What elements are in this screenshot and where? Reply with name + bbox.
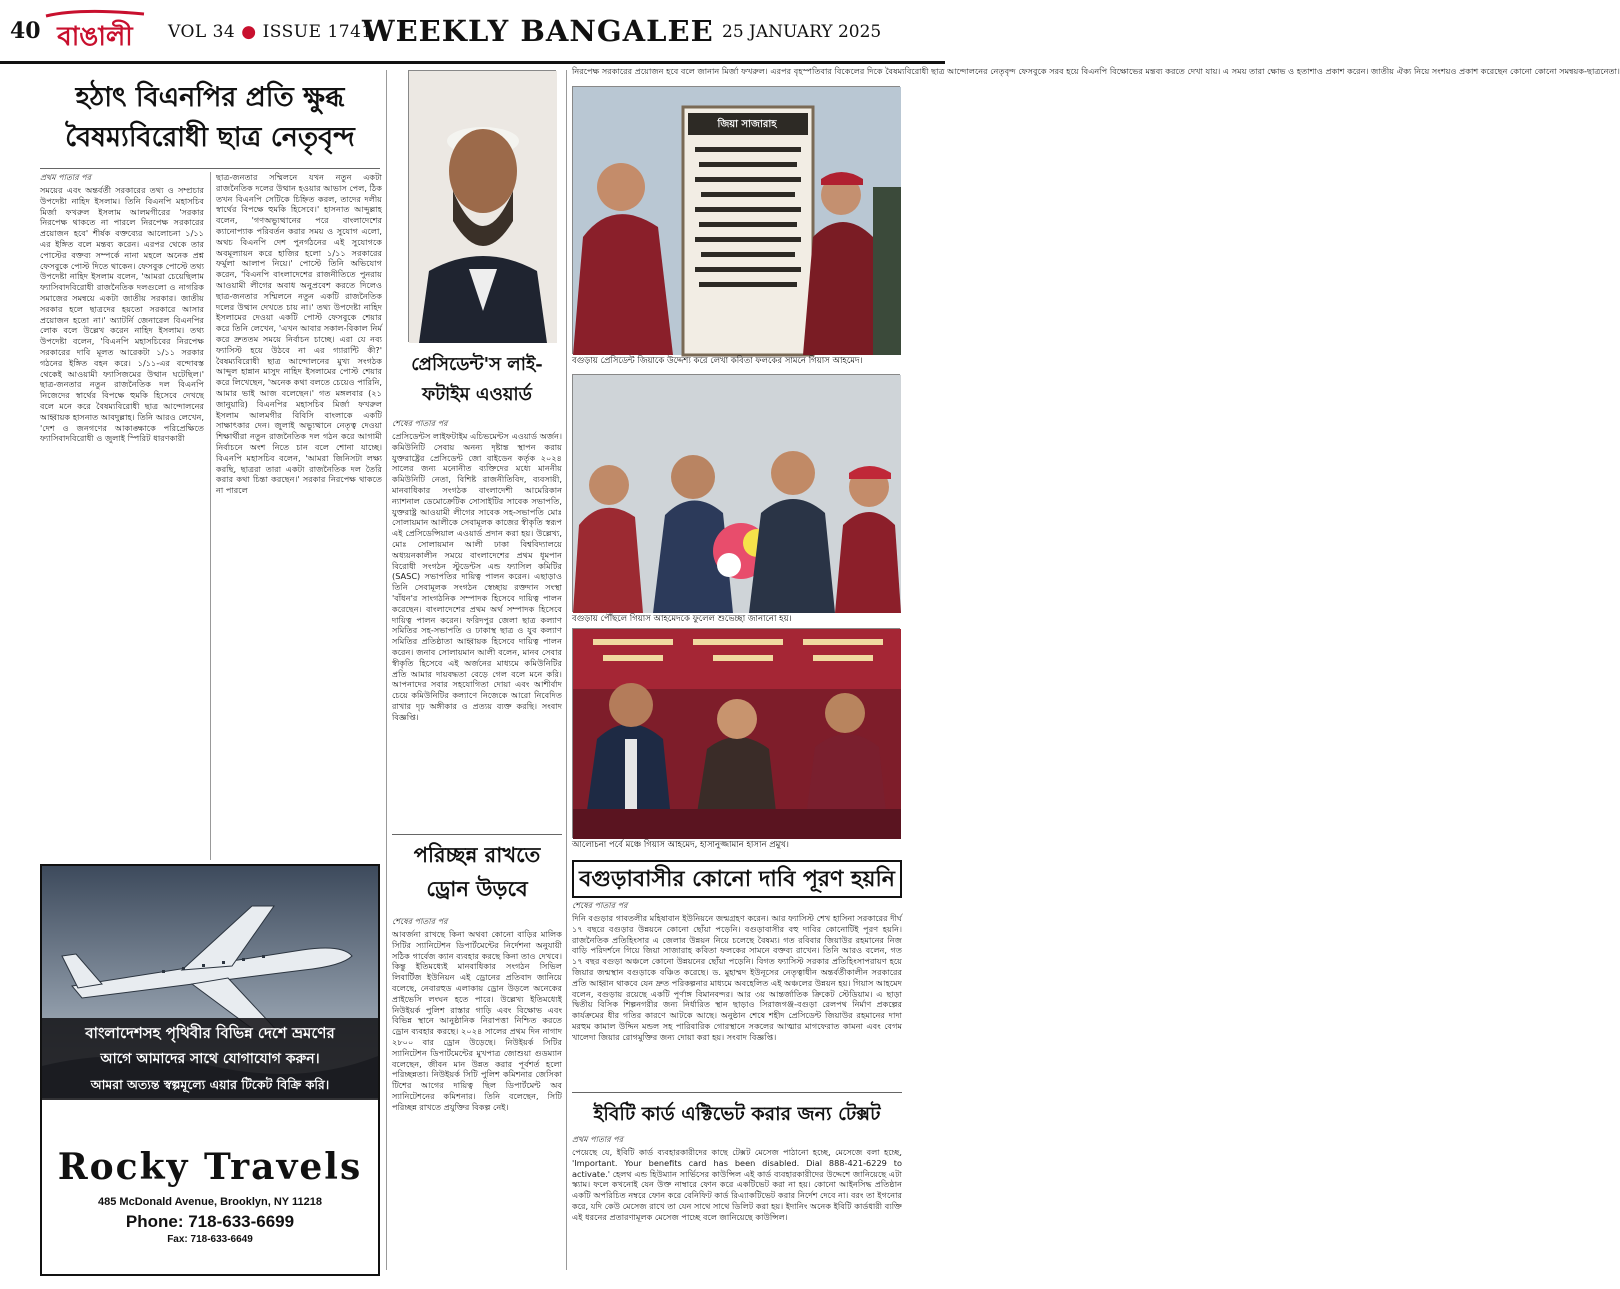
svg-text:বাঙালী: বাঙালী xyxy=(57,22,133,52)
kicker: শেষের পাতার পর xyxy=(572,901,628,910)
photo-plaque xyxy=(572,86,900,354)
ad-fax: Fax: 718-633-6649 xyxy=(167,1234,253,1245)
divider xyxy=(572,1092,902,1093)
ebt-headline: ইবিটি কার্ড এক্টিভেট করার জন্য টেক্সট xyxy=(593,1103,881,1125)
travel-advertisement[interactable] xyxy=(40,864,380,1276)
drone-headline xyxy=(392,838,562,916)
masthead-title: WEEKLY BANGALEE xyxy=(362,14,714,48)
ad-phone[interactable]: Phone: 718-633-6699 xyxy=(125,1212,295,1231)
award-article-text: প্রেসিডেন্টস লাইফটাইম এচিভমেন্টস এওয়ার্ড অর্জন। কমিউনিটি সেবায় অনন্য দৃষ্টান্ত স্থাপন করায় যুক্তরাষ্ট্রের প্রেসিডেন্ট জো বাইডেন কর্তৃক ২০২৪ সালের জন্য মনোনীত ব্যক্তিদের মধ্যে মাননীয় কমিউনিটি নেতা, বিশিষ্ট রাজনীতিবিদ, ব্যবসায়ী, মানবাধিকার সংগঠক বাংলাদেশী আমেরিকান ন্যাশনাল ডেমোক্রেটিক সোসাইটির সাবেক সভাপতি, যুক্তরাষ্ট্র আওয়ামী লীগের সাবেক সহ-সভাপতি মোঃ সোলায়মান আলীকে সেবামূলক কাজের স্বীকৃতি স্বরূপ এই প্রেসিডেন্সিয়াল এওয়ার্ড প্রদান করা হয়। উল্লেখ্য, মোঃ সোলায়মান আলী ঢাকা বিশ্ববিদ্যালয়ে অধ্যয়নকালীন সময়ে বাংলাদেশের প্রথম ধূমপান বিরোধী সংগঠন স্টুডেন্টস এন্ড ফ্যাসিল কমিটির (SASC) সভাপতির দায়িত্ব পালন করেন। এছাড়াও তিনি সেবামূলক সংগঠন স্বেচ্ছায় রক্তদান সংস্থা 'বাঁধন'র সাংগঠনিক সম্পাদক হিসেবে দায়িত্ব পালন করেছেন। বাংলাদেশের প্রথম অর্থ সম্পাদক হিসেবে দায়িত্ব পালন করেন। ফরিদপুর জেলা ছাত্র কল্যাণ সমিতির সহ-সভাপতি ও ঢাকাস্থ ছাত্র ও যুব কল্যাণ সমিতির প্রতিষ্ঠাতা আহ্বায়ক হিসেবে দায়িত্ব পালন করেন। জনাব সোলায়মান আলী বলেন, মানব সেবার স্বীকৃতি হিসেবে এই অর্জনের মাধ্যমে কমিউনিটির প্রতি আমার দায়বদ্ধতা বেড়ে গেল বলে মনে করি। আপনাদের সবার সহযোগিতা দোয়া এবং আশীর্বাদ চেয়ে কমিউনিটির কল্যাণে নিজেকে আরো নিবেদিত রাখার দৃঢ় অঙ্গীকার ও প্রত্যয় ব্যক্ত করছি। সংবাদ বিজ্ঞপ্তি। xyxy=(392,431,562,722)
bogura-article xyxy=(572,900,902,1086)
left-article-col2: ছাত্র-জনতার সম্মিলনে যখন নতুন একটা রাজনৈতিক দলের উত্থান হওয়ার আভাস পেল, ঠিক তখন বিএনপি সেটিকে চিহ্নিত করল, তাদের দলীয় স্বার্থের বিপক্ষে হুমকি হিসেবে।' হাসনাত আব্দুল্লাহ বলেন, 'গণঅভ্যুত্থানের পরে বাংলাদেশের ক্যানোপ্যাক পরিবর্তন করার সময় ও সুযোগ এলো, অথচ বিএনপি দেশ পুনর্গঠনের এই সুযোগকে অবমূল্যায়ন করে হাজির হলো ১/১১ সরকারের ফর্মুলা আলাপ নিয়ে।' পোস্টে তিনি অভিযোগ করেন, 'বিএনপি বাংলাদেশের রাজনীতিতে পুনরায় আওয়ামী লীগের অবাধ অনুপ্রবেশ করতে দিলেও ছাত্র-জনতার সম্মিলনে নতুন একটি রাজনৈতিক দলের উত্থান দেখতে চায় না।' তথ্য উপদেষ্টা নাহিদ ইসলামের দেওয়া একটি পোস্ট ফেসবুকে শেয়ার করে তিনি লেখেন, 'এখন আবার সকাল-বিকাল নির্ম করে দ্রুততম সময়ে নির্বাচন চাচ্ছে। এরা যে নব্য ফ্যাসিস্ট হয়ে উঠবে না এর গ্যারান্টি কী?' বৈষম্যবিরোধী ছাত্র আন্দোলনের মুখ্য সংগঠক আব্দুল হান্নান মাসুদ নাহিদ ইসলামের পোস্ট শেয়ার করে লিখেছেন, 'অনেক কথা বলতে চেয়েও পারিনি, আমার ভাই আজ বলেছেন।' গত মঙ্গলবার (২১ জানুয়ারি) বিএনপির মহাসচিব মির্জা ফখরুল ইসলাম আলমগীর বিবিসি বাংলাকে একটি সাক্ষাৎকার দেন। জুলাই অভ্যুত্থানে নেতৃত্ব দেওয়া শিক্ষার্থীরা নতুন রাজনৈতিক দল গঠন করে আগামী নির্বাচনে অংশ নিতে চান বলে শোনা যাচ্ছে। বিএনপি মহাসচিব বলেন, 'আমরা জিনিসটা লক্ষ্য করছি, ছাত্ররা তারা একটা রাজনৈতিক দল তৈরি করার কথা চিন্তা করছেন।' সরকার নিরপেক্ষ থাকতে না পারলে xyxy=(216,172,382,496)
issue-date: 25 JANUARY 2025 xyxy=(722,22,882,42)
photo-greeting xyxy=(572,374,900,612)
left-article-col1 xyxy=(40,172,204,860)
issue: ISSUE 1741 xyxy=(262,22,373,42)
photo3-caption: আলোচনা পর্বে মঞ্চে গিয়াস আহমেদ, হাসানুজ্জামান হাসান প্রমুখ। xyxy=(572,840,789,850)
page-number: 40 xyxy=(10,18,41,44)
left-headline xyxy=(40,78,380,168)
photo1-caption: বগুড়ায় প্রেসিডেন্ট জিয়াকে উদ্দেশ্য করে লেখা কবিতা ফলকের সামনে গিয়াস আহমেদ। xyxy=(572,356,863,366)
award-top-text: নিরপেক্ষ সরকারের প্রয়োজন হবে বলে জানান মির্জা ফখরুল। এরপর বৃহস্পতিবার বিকেলের দিকে বৈষম্যবিরোধী ছাত্র আন্দোলনের নেতৃবৃন্দ ফেসবুকে সরব হয়ে বিএনপি বিক্ষোভের মন্তব্য করতে দেখা যায়। এ সময় তারা ক্ষোভ ও হতাশাও প্রকাশ করেন। জাতীয় ঐক্য নিয়ে সংশয়ও প্রকাশ করেছেন কোনো কোনো সমন্বয়ক-ছাত্রনেতা। xyxy=(572,66,1620,76)
drone-headline-line2: ড্রোন উড়বে xyxy=(426,876,528,901)
column-divider xyxy=(210,172,211,860)
ebt-article-text: পেয়েছে যে, ইবিটি কার্ড ব্যবহারকারীদের কাছে টেক্সট মেসেজ পাঠানো হচ্ছে, মেসেজে বলা হচ্ছে, 'Important. Your benefits card has been disabled. Dial 888-421-6229 to activate.' হেলথ এন্ড হিউম্যান সার্ভিসের কাউন্সিল এই কার্ড ব্যবহারকারীদের উদ্দেশে জানিয়েছে এটা স্ক্যাম। ফলে কখনোই যেন উক্ত নাম্বারে ফোন করে একটিভেট করা না হয়। কোনো আইনসিদ্ধ প্রতিষ্ঠান একটি অপরিচিত নম্বরে ফোন করে বেনিফিট কার্ড রিএ্যাকটিভেট করার নির্দেশ দেবে না। বরং তা ইগনোর করে, যদি কেউ মেসেজ রাখে তা যেন সাথে সাথে ডিলিট করা হয়। ইদানিং অনেক ইবিটি কার্ডধারী ব্যক্তি এই ধরনের প্রতারণামূলক মেসেজ পাচ্ছে বলে জানিয়েছে কাউন্সিল। xyxy=(572,1147,902,1222)
bogura-article-text: দিনি বগুড়ার গাবতলীর মহিষাবান ইউনিয়নে জন্মগ্রহণ করেন। আর ফ্যাসিস্ট শেখ হাসিনা সরকারের দীর্ঘ ১৭ বছরে বগুড়ার উন্নয়নে কোনো ছোঁয়া পড়েনি। বগুড়াবাসীর বহু দাবির কোনোটিই পূরণ হয়নি। রাজনৈতিক প্রতিহিংসার এ জেলার উন্নয়ন নিয়ে চলেছে বৈষম্য। গত রবিবার জিয়াউর রহমানের নিজ বাড়ি পরিদর্শনে গিয়ে জিয়া সাজারাহ কবিতা ফলকের সামনে বক্তব্য রাখেন। তিনি আরও বলেন, গত ১৭ বছর বগুড়া অঞ্চলে কোনো উন্নয়নের ছোঁয়া পড়েনি। বিগত ফ্যাসিস্ট সরকার প্রতিহিংসাপরায়ণ হয়ে জিয়ার জন্মস্থান বগুড়াকে বঞ্চিত করেছে। ড. মুহাম্মদ ইউনূসের নেতৃত্বাধীন অন্তর্বর্তীকালীন সরকারের প্রতি আহ্বান থাকবে যেন দ্রুত পরিকল্পনার মাধ্যমে অবহেলিত এই অঞ্চলের উন্নয়ন হয়। গিয়াস আহমেদ বলেন, বগুড়ায় রয়েছে একটি পূর্ণাঙ্গ বিমানবন্দর। আর ৩য় আন্তর্জাতিক ক্রিকেট স্টেডিয়াম। এ ছাড়া দ্বিতীয় বিসিক শিল্পনগরীর জন্য নির্ধারিত স্থান ছাড়াও সিরাজগঞ্জ-বগুড়া রেলপথ নির্মাণ প্রকল্পের কার্যক্রমের ধীর গতির কারণে আটকে আছে। অনুষ্ঠান শেষে শহীদ প্রেসিডেন্ট জিয়াউর রহমানের দাদা মরহুম কামাল উদ্দিন মন্ডল সহ পারিবারিক গোরস্থানে সকলের আত্মার মাগফেরাত কামনা এবং বেগম খালেদা জিয়ার রোগমুক্তির জন্য দোয়া করা হয়। সংবাদ বিজ্ঞপ্তি। xyxy=(572,913,902,1042)
page-header xyxy=(0,0,945,64)
kicker: প্রথম পাতার পর xyxy=(40,173,91,182)
left-headline-line2: বৈষম্যবিরোধী ছাত্র নেতৃবৃন্দ xyxy=(65,122,355,153)
newspaper-logo xyxy=(40,8,150,54)
drone-headline-line1: পরিচ্ছন্ন রাখতে xyxy=(413,842,541,867)
portrait-photo xyxy=(408,70,556,342)
article-text: সময়ের এবং অন্তর্বর্তী সরকারের তথ্য ও সম্প্রচার উপদেষ্টা নাহিদ ইসলাম। তিনি বিএনপি মহাসচিব মির্জা ফখরুল ইসলাম আলমগীরের 'সরকার নিরপেক্ষ থাকতে না পারলে নিরপেক্ষ সরকারের প্রয়োজন হবে' শীর্ষক বক্তব্যের আলোচনা ১/১১ এর ইঙ্গিত বলে মন্তব্য করেন। এরপর থেকে তার পোস্টের বক্তব্য সম্পর্কে নানা মহলে অনেক প্রশ্ন ফেসবুকে পোস্ট দিতে থাকেন। ফেসবুক পোস্টে তথ্য উপদেষ্টা নাহিদ ইসলাম বলেন, 'আমরা চেয়েছিলাম ফ্যাসিবাদবিরোধী রাজনৈতিক দলগুলো ও নাগরিক সমাজের সমন্বয়ে একটা জাতীয় সরকার। জাতীয় সরকার হলে ছাত্রদের হয়তো সরকারে আসার প্রয়োজন হতো না।' অ্যাটর্নি জেনারেল বিএনপির লোক বলে উল্লেখ করেন নাহিদ ইসলাম। তথ্য উপদেষ্টা বলেন, 'বিএনপি মহাসচিবের নিরপেক্ষ সরকারের দাবি মূলত আরেকটা ১/১১ সরকার গঠনের ইঙ্গিত বহন করে। ১/১১-এর বন্দোবস্ত থেকেই আওয়ামী ফ্যাসিজমের উত্থান ঘটেছিল।' ছাত্র-জনতার নতুন রাজনৈতিক দল বিএনপি নিজেদের স্বার্থের বিপক্ষে হুমকি হিসেবে দেখছে বলে মনে করে বৈষম্যবিরোধী ছাত্র আন্দোলনের আহ্বায়ক হাসনাত আবদুল্লাহ। তিনি আরও লেখেন, 'দেশ ও জনগণের আকাঙ্ক্ষাকে পরিপ্রেক্ষিতে ফ্যাসিবাদবিরোধী ও জুলাই স্পিরিট ধারণকারী xyxy=(40,185,204,444)
kicker: প্রথম পাতার পর xyxy=(572,1135,623,1144)
photo2-caption: বগুড়ায় পৌঁছলে গিয়াস আহমেদকে ফুলেল শুভেচ্ছা জানানো হয়। xyxy=(572,614,792,624)
divider xyxy=(392,834,562,835)
kicker: শেষের পাতার পর xyxy=(392,419,448,428)
ad-line3: আমরা অত্যন্ত স্বল্পমূল্যে এয়ার টিকেট বিক্রি করি। xyxy=(90,1077,330,1092)
column-divider xyxy=(566,70,567,1270)
kicker: শেষের পাতার পর xyxy=(392,917,448,926)
bullet-icon: ● xyxy=(241,22,257,42)
drone-article-text: আবর্জনা রাখছে কিনা অথবা কোনো বাড়ির মালিক সিটির স্যানিটেশন ডিপার্টমেন্টের নির্দেশনা অনুযায়ী সঠিক গার্বেজ ক্যান ব্যবহার করছে কিনা তাও দেখবে। কিন্তু ইতিমধ্যেই মানবাধিকার সংগঠন সিভিল লিবার্টিজ ইউনিয়ন এই ড্রোনের প্রতিবাদ জানিয়ে বলেছে, নেবারহুড এলাকায় ড্রোন উড়লে অনেকের প্রাইভেসি লংঘন হতে পারে। উল্লেখ্য ইতিমধ্যেই নিউইয়র্ক পুলিশ রাস্তার গাড়ি এবং বিক্ষোভ এবং বিভিন্ন স্থানে আনুষ্ঠানিক নিরাপত্তা নিশ্চিত করতে ড্রোন ব্যবহার করছে। ২০২৪ সালের প্রথম দিন নাগাদ ২৮০০ বার ড্রোন উড়েছে। নিউইয়র্ক সিটির স্যানিটেশন ডিপার্টমেন্টের মুখপাত্র জোশুয়া গুডম্যান বলেছেন, জীবন মান উন্নত করার পূর্বশর্ত হলো পরিচ্ছন্নতা। নিউইয়র্ক সিটি পুলিশ কমিশনার জেসিকা টিশের আগের দায়িত্ব ছিল ডিপার্টমেন্ট অব স্যানিটেশনের কমিশনার। তিনি বলেছেন, সিটি পরিচ্ছন্ন রাখতে প্রযুক্তির বিকল্প নেই। xyxy=(392,929,562,1112)
award-headline xyxy=(392,350,562,416)
volume: VOL 34 xyxy=(168,22,236,42)
ad-line2: আগে আমাদের সাথে যোগাযোগ করুন। xyxy=(100,1051,320,1067)
award-article xyxy=(392,418,562,830)
ad-address: 485 McDonald Avenue, Brooklyn, NY 11218 xyxy=(98,1196,322,1208)
ad-banner xyxy=(42,1018,378,1100)
photo-stage xyxy=(572,628,900,838)
bogura-headline: বগুড়াবাসীর কোনো দাবি পূরণ হয়নি xyxy=(572,860,902,898)
drone-article xyxy=(392,916,562,1276)
volume-issue xyxy=(168,22,373,42)
ebt-article xyxy=(572,1134,902,1274)
plaque-title: জিয়া সাজারাহ xyxy=(717,119,777,130)
ad-company: Rocky Travels xyxy=(57,1146,363,1188)
award-headline-line1: প্রেসিডেন্ট'স লাই- xyxy=(411,354,543,375)
left-headline-line1: হঠাৎ বিএনপির প্রতি ক্ষুব্ধ xyxy=(75,82,345,113)
divider xyxy=(40,168,380,169)
award-headline-line2: ফটাইম এওয়ার্ড xyxy=(422,384,532,405)
ad-line1: বাংলাদেশসহ পৃথিবীর বিভিন্ন দেশে ভ্রমণের xyxy=(85,1024,335,1042)
column-divider xyxy=(386,70,387,1270)
